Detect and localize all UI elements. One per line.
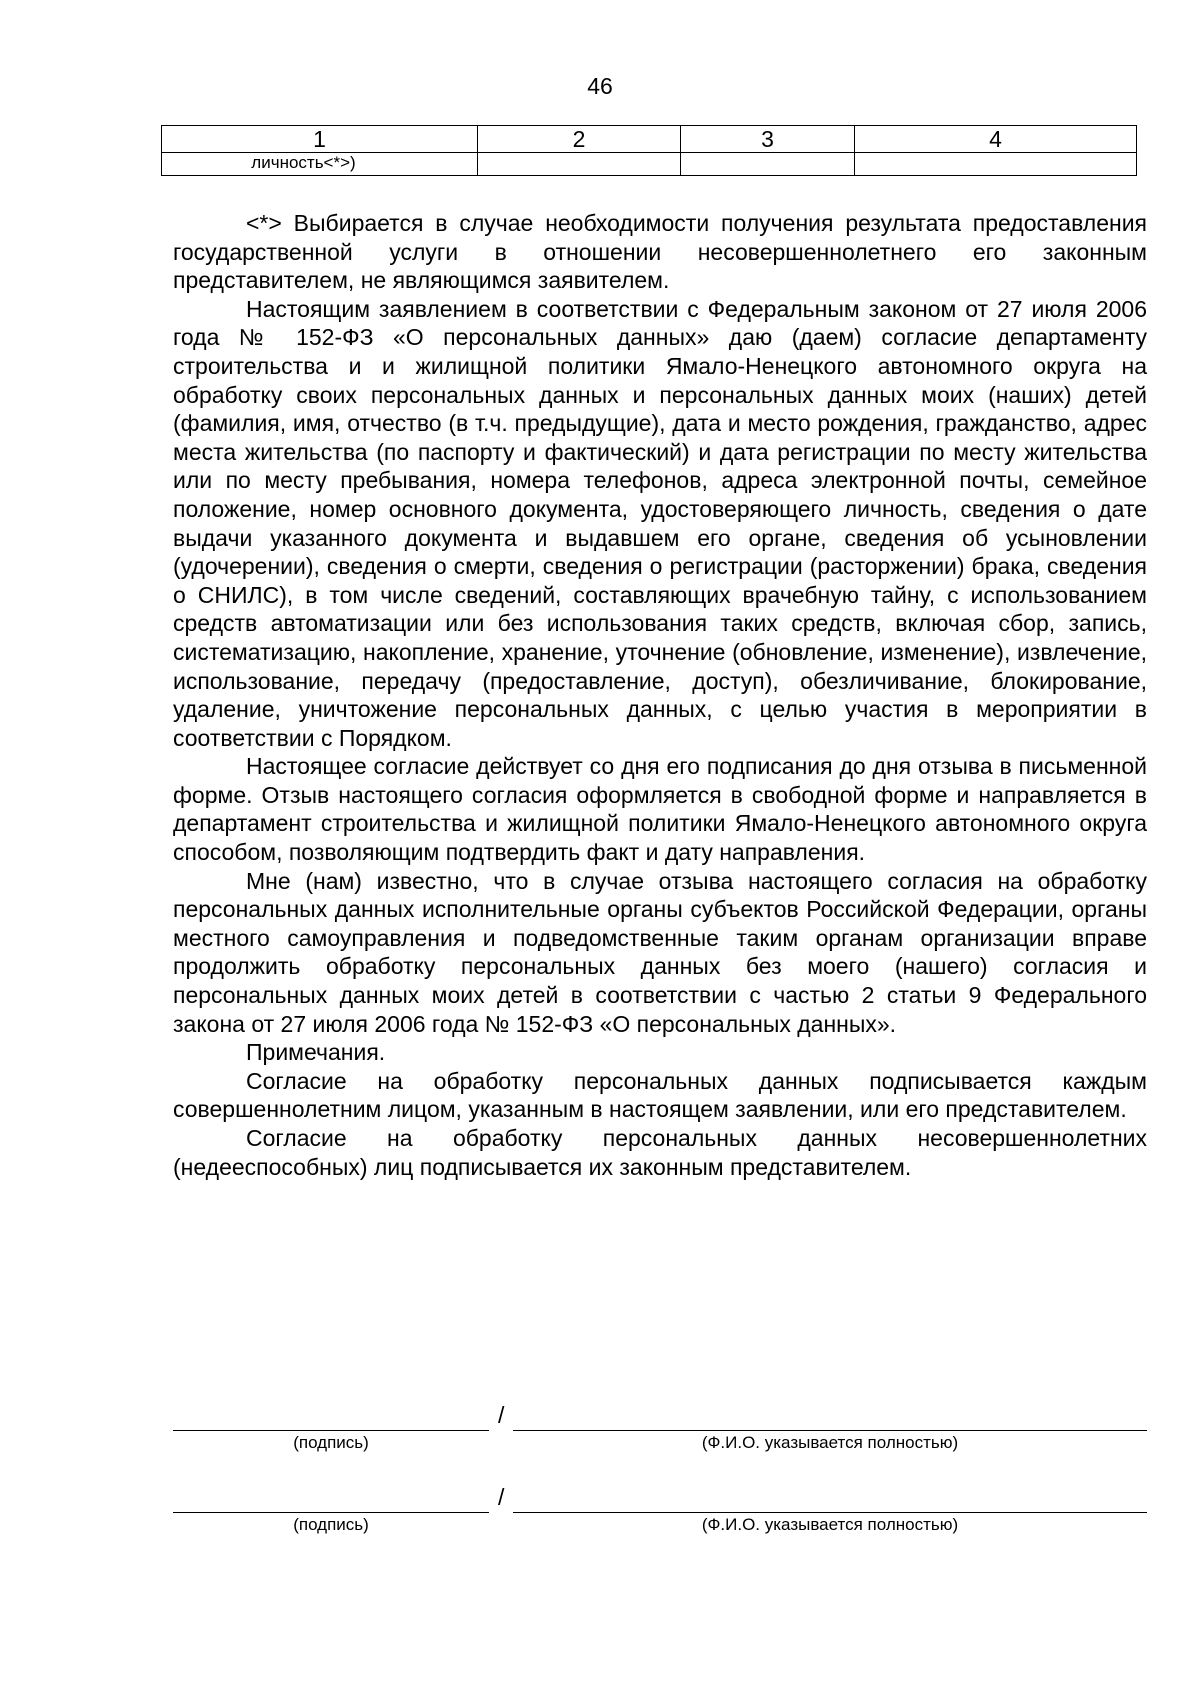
table-header-cell: 2 <box>478 126 681 153</box>
signature-caption: (подпись) <box>293 1515 369 1534</box>
signature-caption: (подпись) <box>293 1433 369 1452</box>
table-cell <box>855 153 1137 176</box>
table-header-cell: 1 <box>162 126 478 153</box>
full-name-caption: (Ф.И.О. указывается полностью) <box>701 1515 959 1534</box>
revocation-paragraph: Мне (нам) известно, что в случае отзыва настоящего согласия на обработку персональных данных исполнительные органы субъектов Российской Федерации, органы местного самоуправления и подведомственные таким органам организации вправе продолжить обработку персональных данных без моего (нашего) согласия и персональных данных моих детей в соответствии с частью 2 статьи 9 Федерального закона от 27 июля 2006 года № 152-ФЗ «О персональных данных». <box>173 867 1147 1037</box>
table-header-cell: 3 <box>681 126 855 153</box>
notes-heading: Примечания. <box>246 1039 386 1066</box>
signature-block <box>173 1396 1147 1456</box>
signature-line[interactable] <box>173 1512 489 1513</box>
consent-text <box>173 209 1147 1181</box>
table-cell: личность<*>) <box>162 153 478 176</box>
page-number: 46 <box>587 73 613 99</box>
full-name-line[interactable] <box>513 1430 1147 1431</box>
signature-block <box>173 1478 1147 1538</box>
signature-separator: / <box>498 1484 505 1510</box>
consent-paragraph: Настоящим заявлением в соответствии с Федеральным законом от 27 июля 2006 года № 152-ФЗ «О персональных данных» даю (даем) согласие департаменту строительства и и жилищной политики Ямало-Ненецкого автономного округа на обработку своих персональных данных и персональных данных моих (наших) детей (фамилия, имя, отчество (в т.ч. предыдущие), дата и место рождения, гражданство, адрес места жительства (по паспорту и фактический) и дата регистрации по месту жительства или по месту пребывания, номера телефонов, адреса электронной почты, семейное положение, номер основного документа, удостоверяющего личность, сведения о дате выдачи указанного документа и выдавшем его органе, сведения об усыновлении (удочерении), сведения о смерти, сведения о регистрации (расторжении) брака, сведения о СНИЛС), в том числе сведений, составляющих врачебную тайну, с использованием средств автоматизации или без использования таких средств, включая сбор, запись, систематизацию, накопление, хранение, уточнение (обновление, изменение), извлечение, использование, передачу (предоставление, доступ), обезличивание, блокирование, удаление, уничтожение персональных данных, с целью участия в мероприятии в соответствии с Порядком. <box>173 295 1147 751</box>
signature-line[interactable] <box>173 1430 489 1431</box>
full-name-line[interactable] <box>513 1512 1147 1513</box>
table-cell <box>681 153 855 176</box>
signature-separator: / <box>498 1402 505 1428</box>
table-row <box>162 153 1137 176</box>
footnote-paragraph: <*> Выбирается в случае необходимости получения результата предоставления государственной услуги в отношении несовершеннолетнего его законным представителем, не являющимся заявителем. <box>173 210 1147 294</box>
table-cell <box>478 153 681 176</box>
form-table <box>161 125 1137 176</box>
note-paragraph: Согласие на обработку персональных данных подписывается каждым совершеннолетним лицом, указанным в настоящем заявлении, или его представителем. <box>173 1067 1147 1123</box>
validity-paragraph: Настоящее согласие действует со дня его подписания до дня отзыва в письменной форме. Отзыв настоящего согласия оформляется в свободной форме и направляется в департамент строительства и жилищной политики Ямало-Ненецкого автономного округа способом, позволяющим подтвердить факт и дату направления. <box>173 753 1147 866</box>
table-header-row <box>162 126 1137 153</box>
note-paragraph: Согласие на обработку персональных данных несовершеннолетних (недееспособных) лиц подписывается их законным представителем. <box>173 1125 1147 1180</box>
table-header-cell: 4 <box>855 126 1137 153</box>
full-name-caption: (Ф.И.О. указывается полностью) <box>701 1433 959 1452</box>
